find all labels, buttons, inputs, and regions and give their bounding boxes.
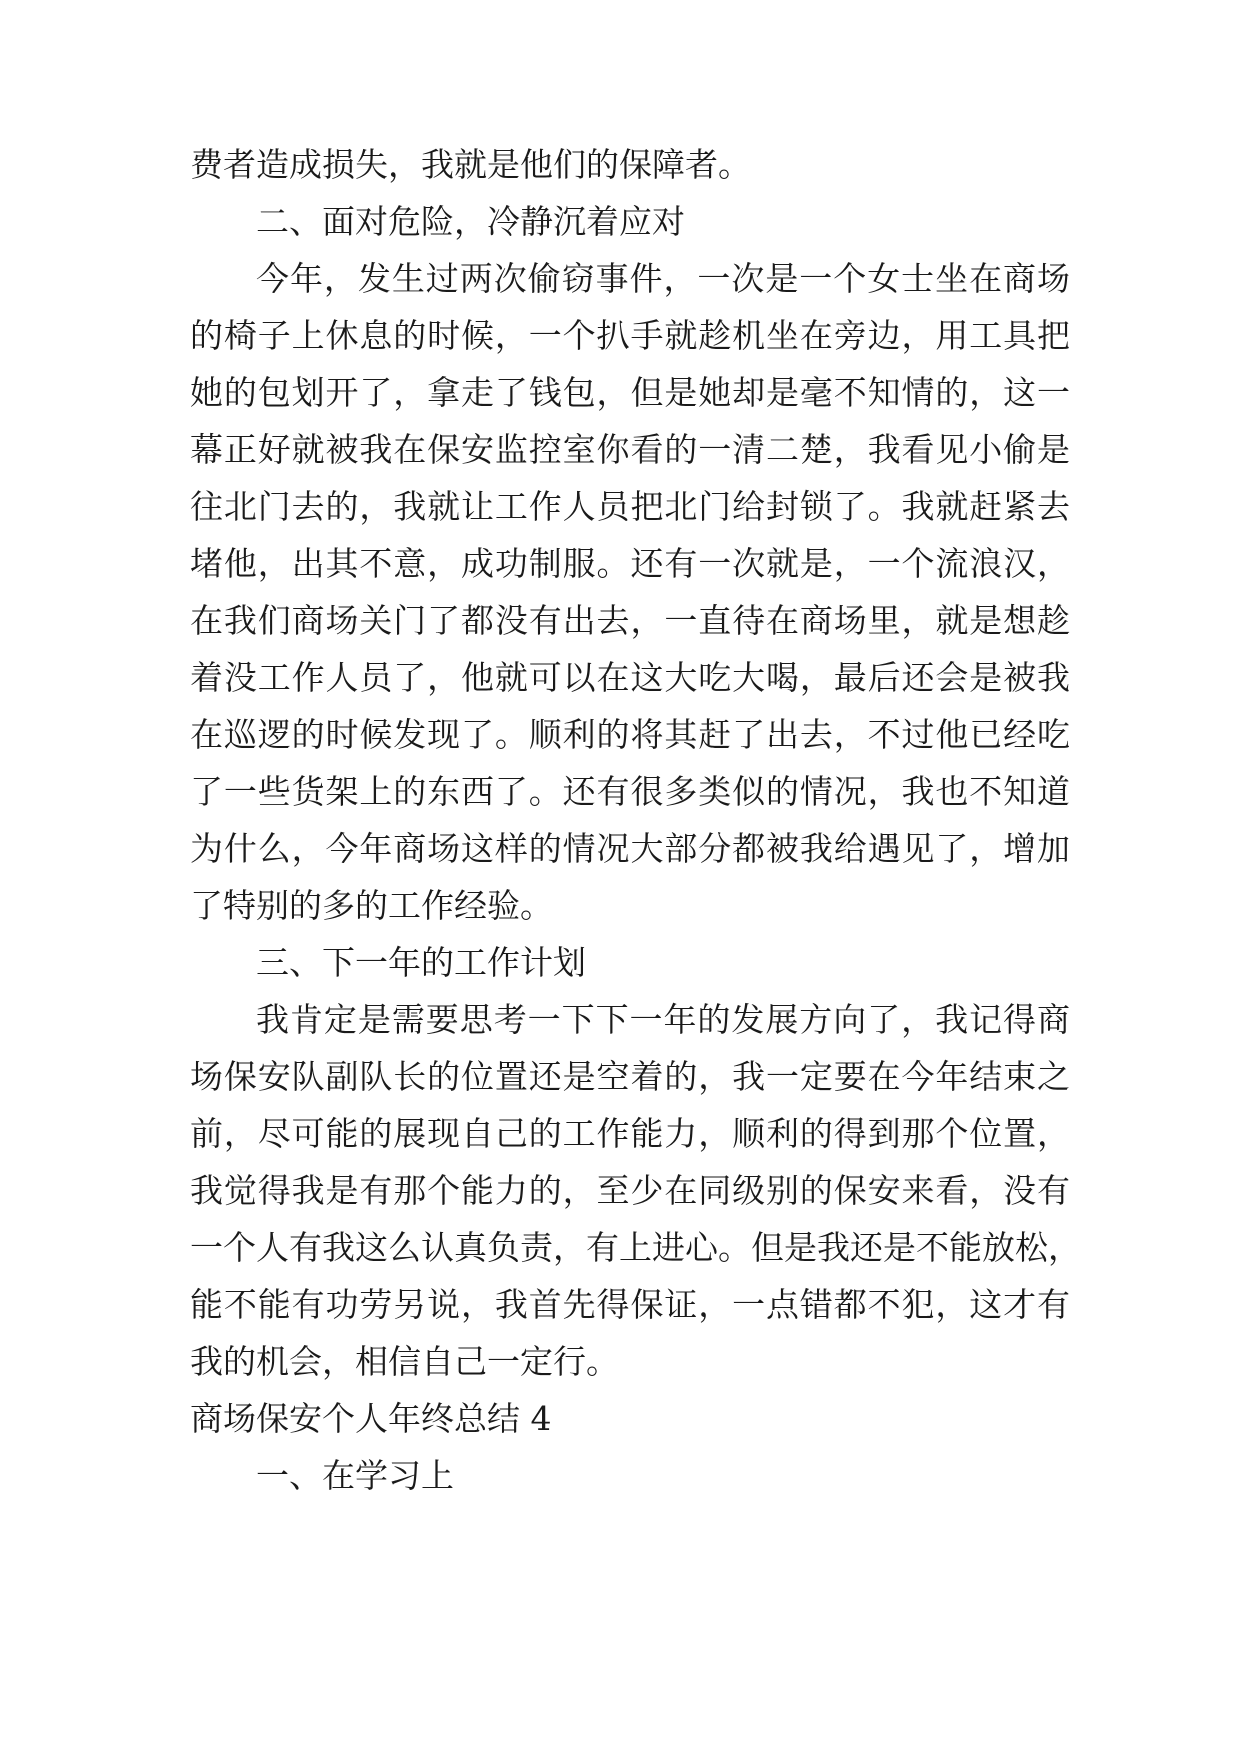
paragraph-line: 场保安队副队长的位置还是空着的，我一定要在今年结束之 [190,1057,1070,1096]
paragraph-line: 费者造成损失，我就是他们的保障者。 [190,145,751,184]
paragraph-line: 前，尽可能的展现自己的工作能力，顺利的得到那个位置， [190,1114,1070,1153]
section-heading: 三、下一年的工作计划 [256,943,586,982]
section-heading: 二、面对危险，冷静沉着应对 [256,202,685,241]
paragraph-line: 我觉得我是有那个能力的，至少在同级别的保安来看，没有 [190,1171,1070,1210]
section-heading: 一、在学习上 [256,1456,454,1495]
paragraph-line: 幕正好就被我在保安监控室你看的一清二楚，我看见小偷是 [190,430,1070,469]
paragraph-line: 堵他，出其不意，成功制服。还有一次就是，一个流浪汉， [190,544,1070,583]
paragraph-line: 的椅子上休息的时候，一个扒手就趁机坐在旁边，用工具把 [190,316,1070,355]
paragraph-line: 了一些货架上的东西了。还有很多类似的情况，我也不知道 [190,772,1070,811]
paragraph-line: 我的机会，相信自己一定行。 [190,1342,619,1381]
paragraph-line: 在我们商场关门了都没有出去，一直待在商场里，就是想趁 [190,601,1070,640]
paragraph-line: 为什么，今年商场这样的情况大部分都被我给遇见了，增加 [190,829,1070,868]
paragraph-line: 能不能有功劳另说，我首先得保证，一点错都不犯，这才有 [190,1285,1070,1324]
paragraph-line: 一个人有我这么认真负责，有上进心。但是我还是不能放松， [190,1228,1081,1267]
paragraph-line: 了特别的多的工作经验。 [190,886,553,925]
paragraph-line: 今年，发生过两次偷窃事件，一次是一个女士坐在商场 [256,259,1070,298]
paragraph-line: 着没工作人员了，他就可以在这大吃大喝，最后还会是被我 [190,658,1070,697]
paragraph-line: 在巡逻的时候发现了。顺利的将其赶了出去，不过他已经吃 [190,715,1070,754]
paragraph-line: 她的包划开了，拿走了钱包，但是她却是毫不知情的，这一 [190,373,1070,412]
paragraph-line: 我肯定是需要思考一下下一年的发展方向了，我记得商 [256,1000,1070,1039]
document-title: 商场保安个人年终总结 4 [190,1399,552,1438]
paragraph-line: 往北门去的，我就让工作人员把北门给封锁了。我就赶紧去 [190,487,1070,526]
